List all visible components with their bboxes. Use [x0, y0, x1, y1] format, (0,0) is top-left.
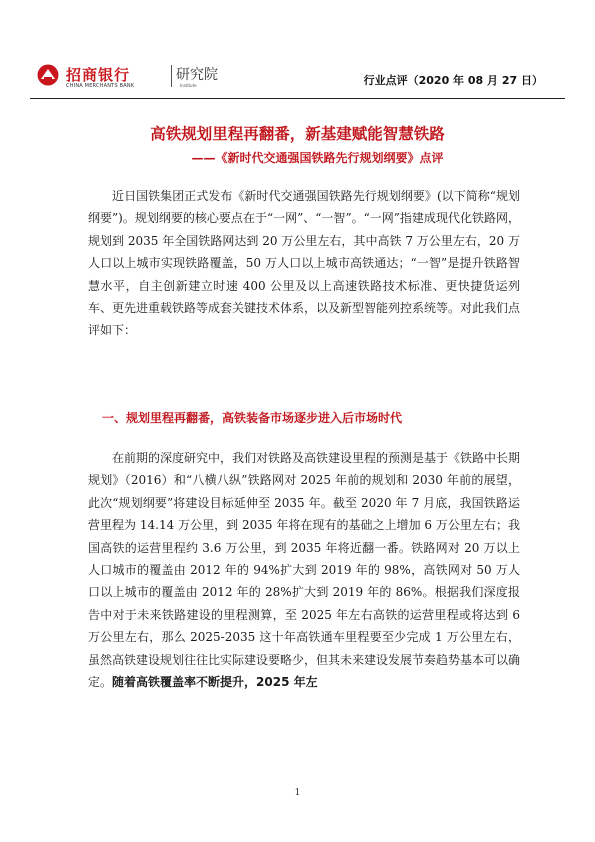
section-heading: 一、规划里程再翻番，高铁装备市场逐步进入后市场时代: [102, 411, 403, 425]
header-divider: [30, 98, 565, 99]
page-header: [30, 62, 565, 96]
report-subtitle: ——《新时代交通强国铁路先行规划纲要》点评: [191, 151, 444, 165]
logo-divider: [171, 65, 172, 87]
page-number: 1: [294, 788, 301, 798]
bank-logo-icon: [36, 64, 60, 86]
intro-paragraph-text: 近日国铁集团正式发布《新时代交通强国铁路先行规划纲要》(以下简称“规划纲要”)。规划纲要的核心要点在于“一网”、“一智”。“一网”指建成现代化铁路网，规划到 2035 年全国铁路网达到 20 万公里左右，其中高铁 7 万公里左右，20 万人口以上城市实现铁路覆盖，50 万人口以上城市高铁通达；“一智”是提升铁路智慧水平，自主创新建立时速 400 公里及以上高速铁路技术标准、更快捷货运列车、更先进重载铁路等成套关键技术体系，以及新型智能列控系统等。对此我们点评如下：: [88, 189, 521, 338]
body-paragraph-text: 在前期的深度研究中，我们对铁路及高铁建设里程的预测是基于《铁路中长期规划》（2016）和“八横八纵”铁路网对 2025 年前的规划和 2030 年前的展望，此次“规划纲要”将建设目标延伸至 2035 年。截至 2020 年 7 月底，我国铁路运营里程为 14.14 万公里，到 2035 年将在现有的基础之上增加 6 万公里左右；我国高铁的运营里程约 3.6 万公里，到 2035 年将近翻一番。铁路网对 20 万以上人口城市的覆盖由 2012 年的 94%扩大到 2019 年的 98%，高铁网对 50 万人口以上城市的覆盖由 2012 年的 28%扩大到 2019 年的 86%。根据我们深度报告中对于未来铁路建设的里程测算，至 2025 年左右高铁的运营里程或将达到 6 万公里左右，那么 2025-2035 这十年高铁通车里程要至少完成 1 万公里左右，虽然高铁建设规划往往比实际建设要略少，但其未来建设发展节奏趋势基本可以确定。: [88, 451, 521, 690]
intro-paragraph: [88, 185, 520, 342]
institute-name: 研究院: [176, 67, 218, 83]
bank-name-english: CHINA MERCHANTS BANK: [66, 83, 135, 89]
bank-name: 招商银行: [66, 66, 131, 84]
report-type-date: 行业点评（2020 年 08 月 27 日）: [363, 74, 543, 87]
report-title: 高铁规划里程再翻番，新基建赋能智慧铁路: [150, 125, 445, 143]
institute-name-english: Institute: [180, 83, 197, 88]
body-paragraph-emphasis: 随着高铁覆盖率不断提升，2025 年左: [112, 675, 318, 690]
body-paragraph: [88, 447, 520, 693]
